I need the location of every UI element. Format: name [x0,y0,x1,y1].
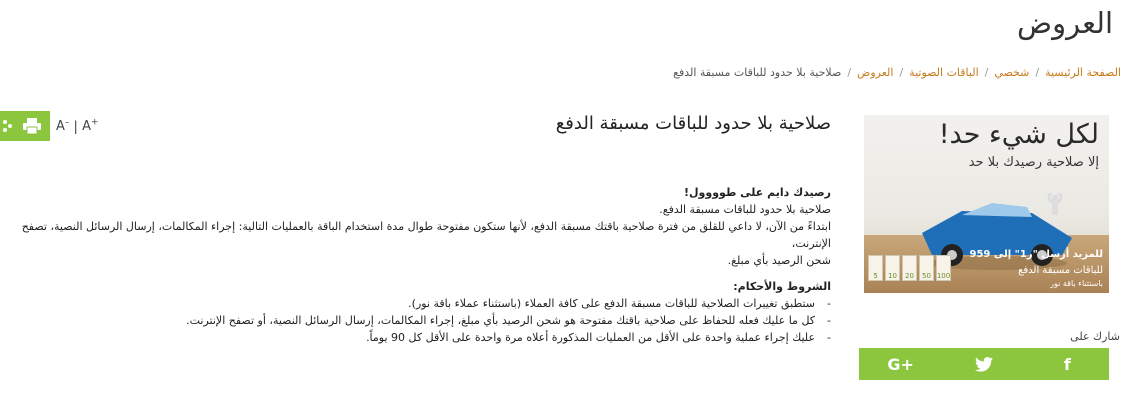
twitter-icon [975,357,993,372]
article-body [0,184,831,346]
promo-banner[interactable] [864,115,1109,293]
banner-subline: إلا صلاحية رصيدك بلا حد [968,155,1099,170]
font-decrease-button[interactable] [56,119,69,134]
recharge-card: 5 [868,255,883,281]
font-increase-button[interactable] [82,119,98,134]
font-decrease-letter: A [56,119,65,135]
article-intro: صلاحية بلا حدود للباقات مسبقة الدفع. [659,203,831,216]
facebook-icon: f [1063,354,1071,374]
recharge-cards [868,255,951,281]
breadcrumb-separator: / [984,66,989,79]
banner-sms-text: للمزيد أرسل "ر1" إلى 959 [969,249,1103,260]
breadcrumb-separator: / [899,66,904,79]
breadcrumb-current: صلاحية بلا حدود للباقات مسبقة الدفع [673,66,842,79]
font-increase-letter: A [82,119,91,135]
social-share-bar [859,348,1109,380]
recharge-card: 100 [936,255,951,281]
terms-heading: الشروط والأحكام: [733,280,831,293]
breadcrumb-voice-packages[interactable]: الباقات الصوتية [909,66,979,79]
breadcrumb-home[interactable]: الصفحة الرئيسية [1045,66,1121,79]
article-paragraph: ابتداءً من الآن، لا داعي للقلق من فترة صلاحية باقتك مسبقة الدفع، لأنها ستكون مفتوحة طوال مدة استخدام الباقة بالعمليات التالية: إجراء المكالمات، إرسال الرسائل النصية، تصفح الإنترنت، [21,220,831,250]
font-increase-sign: + [90,117,99,128]
terms-item: - كل ما عليك فعله للحفاظ على صلاحية باقتك مفتوحة هو شحن الرصيد بأي مبلغ، إجراء المكالمات، إرسال الرسائل النصية، أو تصفح الإنترنت. [0,312,831,329]
share-icon [2,119,12,133]
page-title: العروض [1017,6,1113,40]
page-tools [0,111,100,141]
font-decrease-sign: – [64,117,70,128]
terms-item: - عليك إجراء عملية واحدة على الأقل من العمليات المذكورة أعلاه مرة واحدة على الأقل كل 90 يوماً. [0,329,831,346]
terms-item: - ستطبق تغييرات الصلاحية للباقات مسبقة الدفع على كافة العملاء (باستثناء عملاء باقة نور). [0,295,831,312]
breadcrumb-personal[interactable]: شخصي [994,66,1030,79]
breadcrumb-separator: / [1035,66,1040,79]
recharge-card: 50 [919,255,934,281]
breadcrumb-separator: / [847,66,852,79]
facebook-share-button[interactable] [1047,348,1087,380]
breadcrumb [673,66,1121,79]
article-title: صلاحية بلا حدود للباقات مسبقة الدفع [555,113,831,134]
twitter-share-button[interactable] [964,348,1004,380]
recharge-card: 20 [902,255,917,281]
font-divider: | [73,119,78,135]
printer-icon [23,118,41,134]
banner-prepaid-text: للباقات مسبقة الدفع [1018,265,1103,276]
terms-list [0,295,831,346]
breadcrumb-offers[interactable]: العروض [857,66,894,79]
share-label: شارك على [1070,330,1120,343]
article-paragraph-continuation: شحن الرصيد بأي مبلغ. [727,254,831,267]
googleplus-icon: G+ [887,354,914,374]
banner-headline: لكل شيء حد! [938,119,1099,150]
print-button[interactable] [14,111,50,141]
recharge-card: 10 [885,255,900,281]
font-size-controls [56,118,99,134]
article-heading: رصيدك دايم على طوووول! [683,186,831,199]
googleplus-share-button[interactable] [881,348,921,380]
share-button[interactable] [0,111,14,141]
banner-exception-text: باستثناء باقة نور [1050,279,1103,288]
